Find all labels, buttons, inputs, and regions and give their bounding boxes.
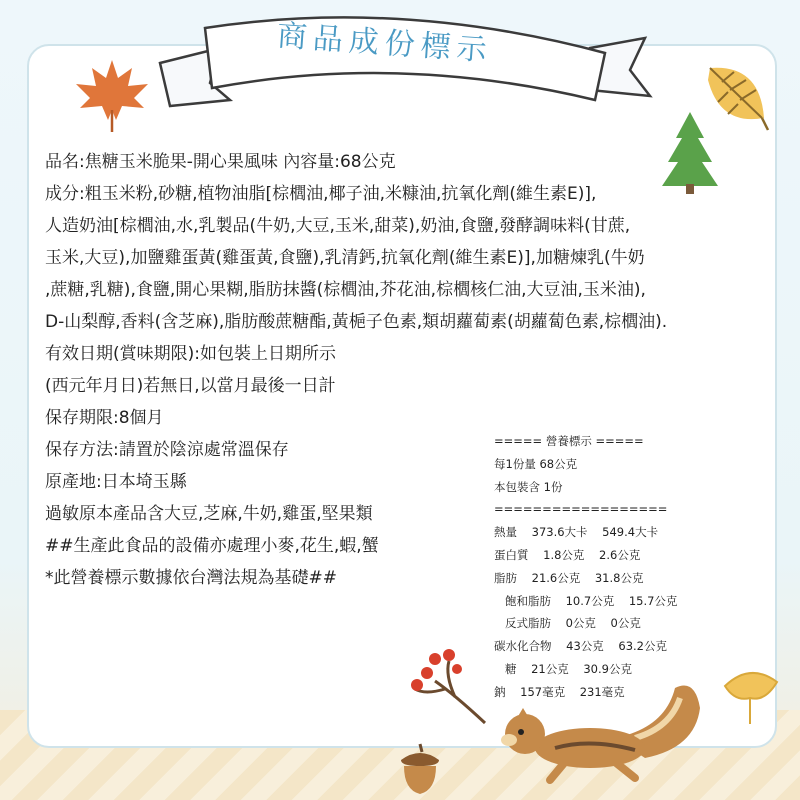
squirrel-icon — [495, 668, 705, 788]
nutrition-row: ===== 營養標示 ===== — [494, 434, 644, 448]
nutrition-row: 熱量 373.6大卡 549.4大卡 — [494, 525, 659, 540]
info-line: 玉米,大豆),加鹽雞蛋黃(雞蛋黃,食鹽),乳清鈣,抗氧化劑(維生素E)],加糖煉乳(牛奶 — [45, 248, 645, 268]
info-line: 過敏原本產品含大豆,芝麻,牛奶,雞蛋,堅果類 — [45, 504, 373, 524]
info-line: 保存方法:請置於陰涼處常溫保存 — [45, 440, 289, 460]
nutrition-row: 鈉 157毫克 231毫克 — [494, 684, 625, 699]
nutrition-row: 反式脂肪 0公克 0公克 — [494, 616, 641, 631]
nutrition-facts — [494, 430, 714, 704]
banner-title: 商品成份標示 — [275, 18, 494, 69]
info-line: 原產地:日本埼玉縣 — [45, 472, 187, 492]
nutrition-row: 脂肪 21.6公克 31.8公克 — [494, 570, 644, 585]
nutrition-row: 本包裝含 1份 — [494, 479, 563, 494]
nutrition-row: 碳水化合物 43公克 63.2公克 — [494, 639, 667, 654]
info-line: (西元年月日)若無日,以當月最後一日計 — [45, 376, 336, 396]
info-line: ##生產此食品的設備亦處理小麥,花生,蝦,蟹 — [45, 536, 379, 556]
info-line: D-山梨醇,香料(含芝麻),脂肪酸蔗糖酯,黃梔子色素,類胡蘿蔔素(胡蘿蔔色素,棕櫚油). — [45, 312, 668, 332]
info-line: 成分:粗玉米粉,砂糖,植物油脂[棕櫚油,椰子油,米糠油,抗氧化劑(維生素E)], — [45, 184, 597, 204]
info-line: 人造奶油[棕櫚油,水,乳製品(牛奶,大豆,玉米,甜菜),奶油,食鹽,發酵調味料(甘蔗, — [45, 216, 631, 236]
ginkgo-leaf-icon — [715, 668, 785, 728]
maple-leaf-icon — [72, 58, 152, 133]
berry-branch-icon — [405, 645, 495, 725]
info-line: ,蔗糖,乳糖),食鹽,開心果糊,脂肪抹醬(棕櫚油,芥花油,棕櫚核仁油,大豆油,玉米油), — [45, 280, 646, 300]
nutrition-row: 飽和脂肪 10.7公克 15.7公克 — [494, 593, 678, 608]
nutrition-row: 每1份量 68公克 — [494, 456, 578, 471]
acorn-icon — [395, 742, 445, 797]
info-line: 有效日期(賞味期限):如包裝上日期所示 — [45, 344, 336, 364]
nutrition-row: 糖 21公克 30.9公克 — [494, 661, 632, 676]
nutrition-row: ================== — [494, 502, 668, 517]
info-line: 品名:焦糖玉米脆果-開心果風味 內容量:68公克 — [45, 152, 396, 172]
info-line: *此營養標示數據依台灣法規為基礎## — [45, 568, 337, 588]
nutrition-row: 蛋白質 1.8公克 2.6公克 — [494, 547, 641, 562]
info-line: 保存期限:8個月 — [45, 408, 164, 428]
